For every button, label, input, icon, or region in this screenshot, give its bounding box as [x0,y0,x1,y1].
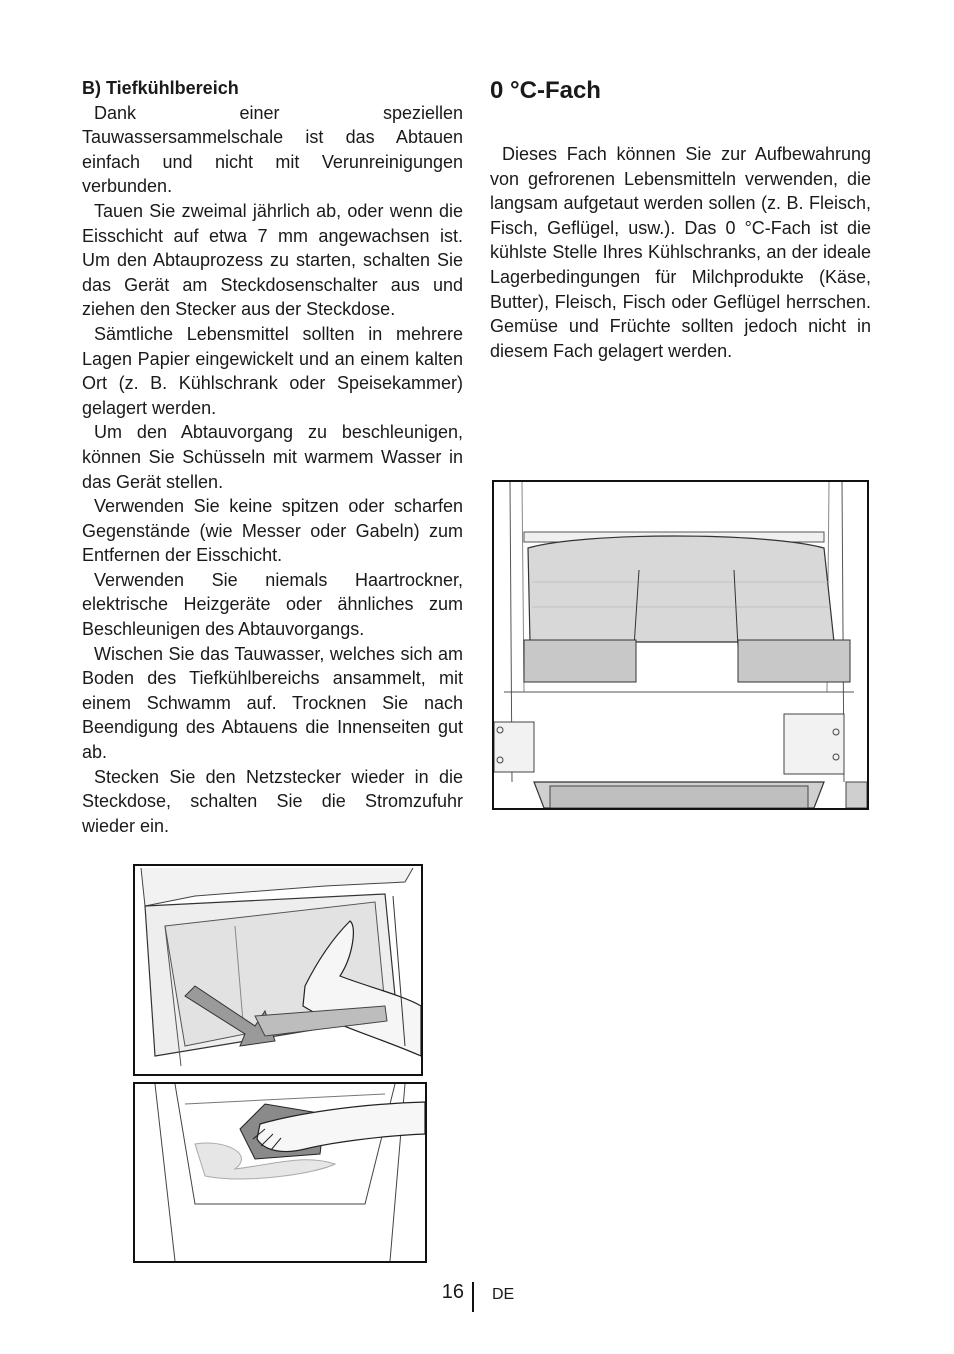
right-column [490,76,871,106]
section-heading-zero-degree: 0 °C-Fach [490,77,601,104]
page-number: 16 [441,1281,464,1303]
illustration-drawer-removal [133,864,423,1076]
left-column [82,76,463,838]
zero-degree-description [490,142,871,363]
paragraph: Wischen Sie das Tauwasser, welches sich am Boden des Tiefkühlbereichs ansammelt, mit einem Schwamm auf. Trocknen Sie nach Beendigung des Abtauens die Innenseiten gut ab. [82,643,463,763]
illustration-zero-degree-compartment [492,480,869,810]
language-code: DE [492,1286,515,1303]
paragraph: Stecken Sie den Netzstecker wieder in die Steckdose, schalten Sie die Stromzufuhr wieder ein. [82,766,463,836]
paragraph: Verwenden Sie niemals Haartrockner, elektrische Heizgeräte oder ähnliches zum Beschleunigen des Abtauvorgangs. [82,569,463,640]
section-heading-freezer: B) Tiefkühlbereich [82,78,239,98]
footer-divider [472,1282,474,1312]
illustration-wiping-water [133,1082,427,1263]
paragraph: Sämtliche Lebensmittel sollten in mehrere Lagen Papier eingewickelt und an einem kalten Ort (z. B. Kühlschrank oder Speisekammer) gelagert werden. [82,323,463,418]
paragraph: Um den Abtauvorgang zu beschleunigen, können Sie Schüsseln mit warmem Wasser in das Gerät stellen. [82,422,463,492]
paragraph: Tauen Sie zweimal jährlich ab, oder wenn die Eisschicht auf etwa 7 mm angewachsen ist. Um den Abtauprozess zu starten, schalten Sie das Gerät am Steckdosenschalter aus und ziehen den Stecker aus der Steckdose. [82,200,463,320]
paragraph: Dieses Fach können Sie zur Aufbewahrung von gefrorenen Lebensmitteln verwenden, die langsam aufgetaut werden sollen (z. B. Fleisch, Fisch, Geflügel, usw.). Das 0 °C-Fach ist die kühlste Stelle Ihres Kühlschranks, an der ideale Lagerbedingungen für Milchprodukte (Käse, Butter), Fleisch, Fisch oder Geflügel herrschen. Gemüse und Früchte sollten jedoch nicht in diesem Fach gelagert werden. [490,144,871,361]
paragraph: Dank einer speziellen Tauwassersammelschale ist das Abtauen einfach und nicht mit Verunreinigungen verbunden. [82,102,463,197]
paragraph: Verwenden Sie keine spitzen oder scharfen Gegenstände (wie Messer oder Gabeln) zum Entfernen der Eisschicht. [82,496,463,566]
